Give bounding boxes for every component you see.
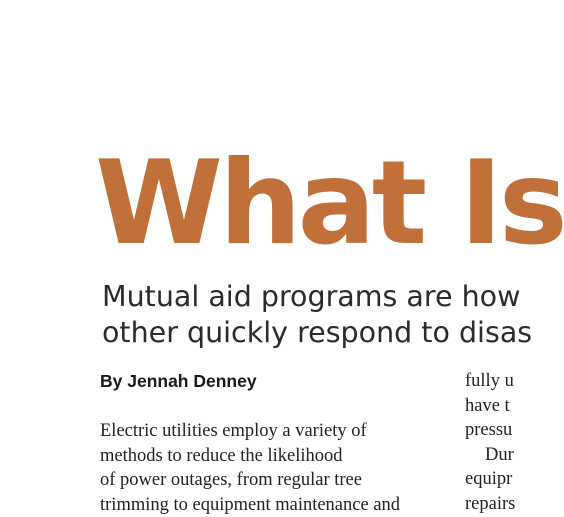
body-line: Dur bbox=[465, 443, 515, 468]
body-line: have t bbox=[465, 394, 515, 419]
body-line: pressu bbox=[465, 418, 515, 443]
headline: What Is bbox=[95, 146, 564, 262]
body-line: fully u bbox=[465, 369, 515, 394]
byline: By Jennah Denney bbox=[100, 370, 257, 392]
body-column-right bbox=[465, 369, 515, 516]
body-line: of power outages, from regular tree bbox=[100, 468, 400, 493]
body-line: trimming to equipment maintenance and bbox=[100, 493, 400, 517]
body-line: methods to reduce the likelihood bbox=[100, 444, 400, 469]
body-column-left bbox=[100, 419, 400, 517]
body-line: repairs bbox=[465, 492, 515, 517]
deck-line: Mutual aid programs are how bbox=[102, 279, 532, 315]
deck bbox=[102, 279, 532, 351]
deck-line: other quickly respond to disas bbox=[102, 315, 532, 351]
body-line: equipr bbox=[465, 467, 515, 492]
body-line: Electric utilities employ a variety of bbox=[100, 419, 400, 444]
